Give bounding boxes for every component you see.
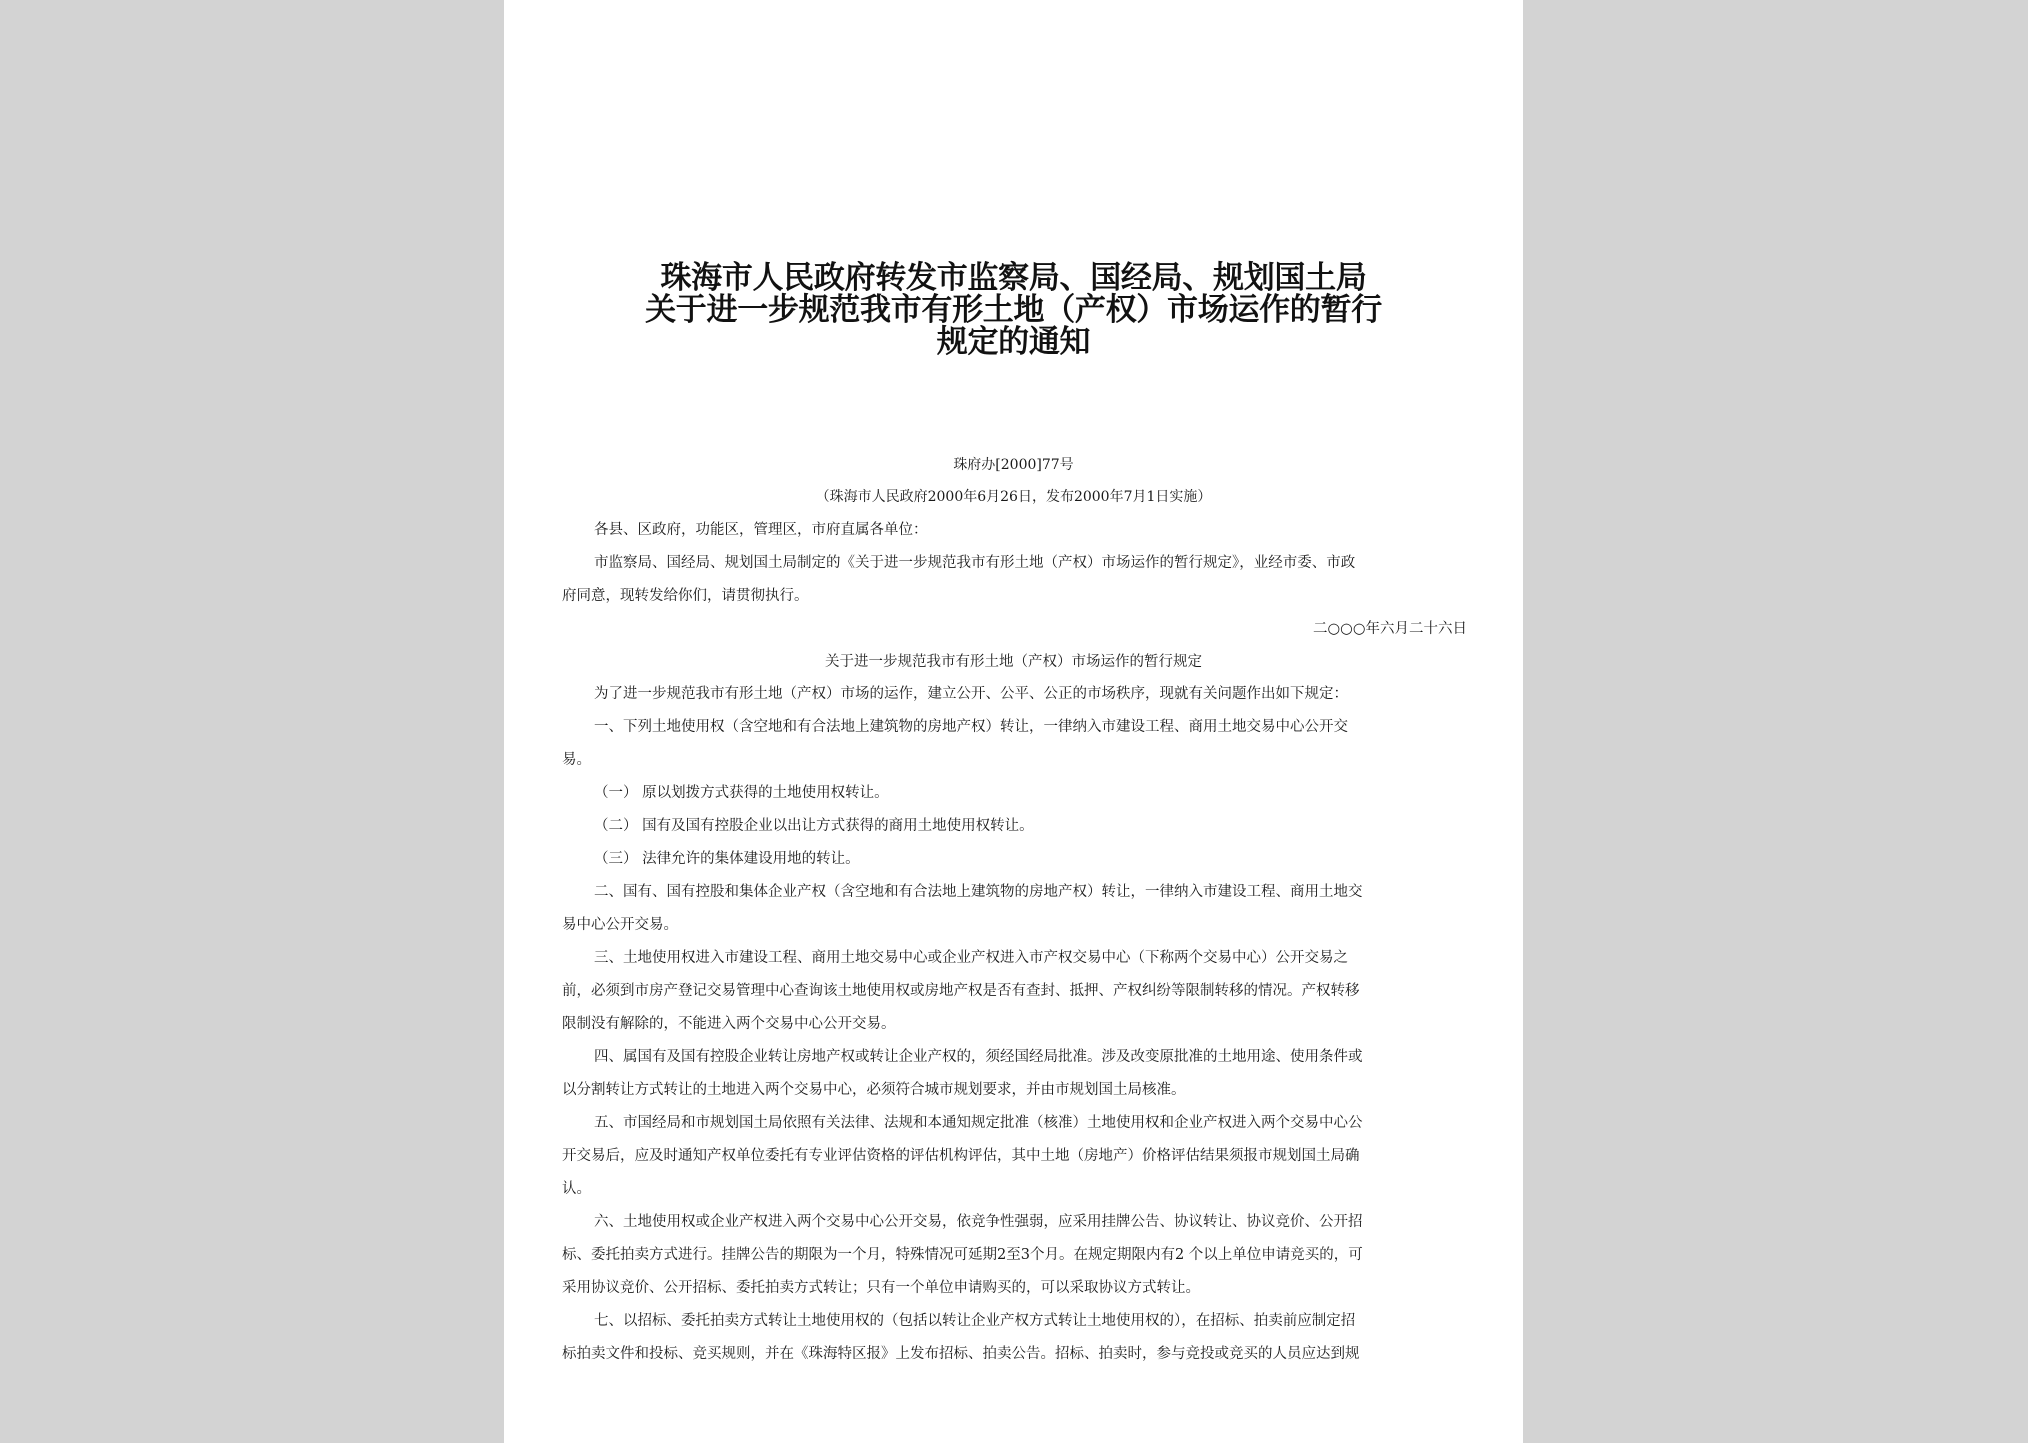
paragraph-line: 限制没有解除的，不能进入两个交易中心公开交易。 (562, 1016, 896, 1032)
paragraph-line: 四、属国有及国有控股企业转让房地产权或转让企业产权的，须经国经局批准。涉及改变原批准的土地用途、使用条件或 (594, 1049, 1363, 1065)
paragraph-line: 易中心公开交易。 (562, 917, 678, 933)
intro-line-2: 府同意，现转发给你们，请贯彻执行。 (562, 588, 809, 604)
document-number: 珠府办[2000]77号 (953, 457, 1074, 473)
issue-info: （珠海市人民政府2000年6月26日，发布2000年7月1日实施） (815, 489, 1212, 505)
document-page (504, 0, 1523, 1443)
paragraph-line: 开交易后，应及时通知产权单位委托有专业评估资格的评估机构评估，其中土地（房地产）价格评估结果须报市规划国土局确 (562, 1148, 1360, 1164)
paragraph-line: （二） 国有及国有控股企业以出让方式获得的商用土地使用权转让。 (594, 818, 1034, 834)
paragraph-line: 以分割转让方式转让的土地进入两个交易中心，必须符合城市规划要求，并由市规划国土局核准。 (562, 1082, 1186, 1098)
paragraph-line: 七、以招标、委托拍卖方式转让土地使用权的（包括以转让企业产权方式转让土地使用权的），在招标、拍卖前应制定招 (594, 1313, 1356, 1329)
paragraph-line: 五、市国经局和市规划国土局依照有关法律、法规和本通知规定批准（核准）土地使用权和企业产权进入两个交易中心公 (594, 1115, 1363, 1131)
paragraph-line: 易。 (562, 752, 591, 768)
paragraph-line: 认。 (562, 1181, 591, 1197)
paragraph-line: 为了进一步规范我市有形土地（产权）市场的运作，建立公开、公平、公正的市场秩序，现就有关问题作出如下规定： (594, 686, 1348, 702)
title-line-2: 关于进一步规范我市有形土地（产权）市场运作的暂行 (645, 292, 1382, 328)
paragraph-line: （三） 法律允许的集体建设用地的转让。 (594, 851, 860, 867)
signature-date: 二○○○年六月二十六日 (1313, 621, 1467, 637)
paragraph-line: 二、国有、国有控股和集体企业产权（含空地和有合法地上建筑物的房地产权）转让，一律纳入市建设工程、商用土地交 (594, 884, 1363, 900)
title-line-3: 规定的通知 (936, 324, 1091, 360)
regulation-title: 关于进一步规范我市有形土地（产权）市场运作的暂行规定 (825, 654, 1202, 670)
title-line-1: 珠海市人民政府转发市监察局、国经局、规划国土局 (660, 260, 1367, 296)
paragraph-line: 标、委托拍卖方式进行。挂牌公告的期限为一个月，特殊情况可延期2至3个月。在规定期限内有2 个以上单位申请竞买的，可 (562, 1247, 1363, 1263)
paragraph-line: 采用协议竞价、公开招标、委托拍卖方式转让；只有一个单位申请购买的，可以采取协议方式转让。 (562, 1280, 1200, 1296)
paragraph-line: 六、土地使用权或企业产权进入两个交易中心公开交易，依竞争性强弱，应采用挂牌公告、协议转让、协议竞价、公开招 (594, 1214, 1363, 1230)
paragraph-line: 标拍卖文件和投标、竞买规则，并在《珠海特区报》上发布招标、拍卖公告。招标、拍卖时，参与竞投或竞买的人员应达到规 (562, 1346, 1360, 1362)
paragraph-line: （一） 原以划拨方式获得的土地使用权转让。 (594, 785, 889, 801)
document-title (544, 262, 1483, 358)
paragraph-line: 前，必须到市房产登记交易管理中心查询该土地使用权或房地产权是否有查封、抵押、产权纠纷等限制转移的情况。产权转移 (562, 983, 1360, 999)
intro-line-1: 市监察局、国经局、规划国土局制定的《关于进一步规范我市有形土地（产权）市场运作的暂行规定》，业经市委、市政 (594, 555, 1356, 571)
paragraph-line: 一、下列土地使用权（含空地和有合法地上建筑物的房地产权）转让，一律纳入市建设工程、商用土地交易中心公开交 (594, 719, 1348, 735)
paragraph-line: 三、土地使用权进入市建设工程、商用土地交易中心或企业产权进入市产权交易中心（下称两个交易中心）公开交易之 (594, 950, 1348, 966)
addressee: 各县、区政府，功能区，管理区，市府直属各单位： (594, 522, 928, 538)
